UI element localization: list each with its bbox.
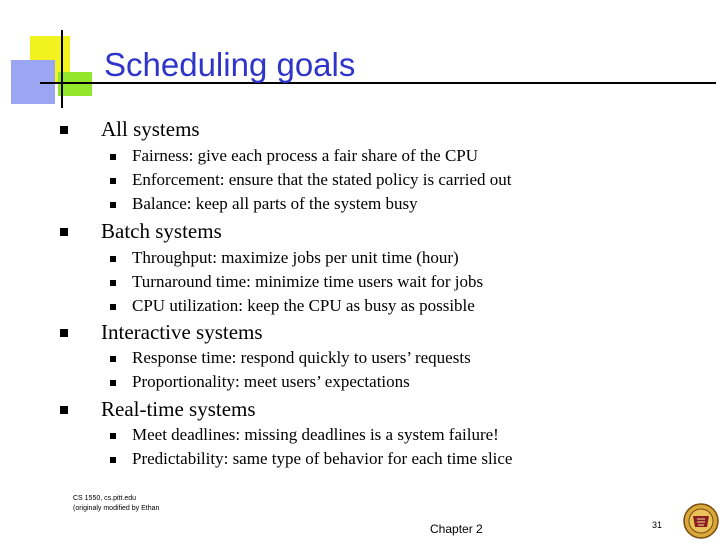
item-bullet: [110, 256, 116, 262]
section-heading: All systems: [101, 117, 200, 141]
item-bullet: [110, 202, 116, 208]
section-bullet: [60, 329, 68, 337]
footer-course-line2: (originaly modified by Ethan: [73, 505, 160, 512]
section-heading: Batch systems: [101, 219, 222, 243]
item-bullet: [110, 457, 116, 463]
list-item: Turnaround time: minimize time users wait for jobs: [132, 272, 484, 291]
item-bullet: [110, 380, 116, 386]
list-item: Fairness: give each process a fair share of the CPU: [132, 146, 479, 165]
section-bullet: [60, 406, 68, 414]
footer-course-info: [73, 494, 159, 514]
list-item: Response time: respond quickly to users’ requests: [132, 348, 471, 367]
section-heading: Interactive systems: [101, 320, 263, 344]
list-item: Enforcement: ensure that the stated policy is carried out: [132, 170, 512, 189]
item-bullet: [110, 433, 116, 439]
item-bullet: [110, 280, 116, 286]
list-item: Proportionality: meet users’ expectations: [132, 372, 410, 391]
list-item: Predictability: same type of behavior for each time slice: [132, 449, 513, 468]
list-item: Throughput: maximize jobs per unit time (hour): [132, 248, 459, 267]
item-bullet: [110, 154, 116, 160]
list-item: CPU utilization: keep the CPU as busy as possible: [132, 296, 475, 315]
section-bullet: [60, 126, 68, 134]
list-item: Balance: keep all parts of the system busy: [132, 194, 418, 213]
page-number: 31: [652, 520, 663, 530]
item-bullet: [110, 356, 116, 362]
list-item: Meet deadlines: missing deadlines is a system failure!: [132, 425, 499, 444]
item-bullet: [110, 304, 116, 310]
section-bullet: [60, 228, 68, 236]
footer-course-line1: CS 1550, cs.pitt.edu: [73, 495, 137, 502]
section-heading: Real-time systems: [101, 397, 256, 421]
university-seal-logo: [683, 503, 719, 539]
footer-chapter: Chapter 2: [430, 522, 483, 536]
page-title: Scheduling goals: [104, 46, 356, 83]
item-bullet: [110, 178, 116, 184]
